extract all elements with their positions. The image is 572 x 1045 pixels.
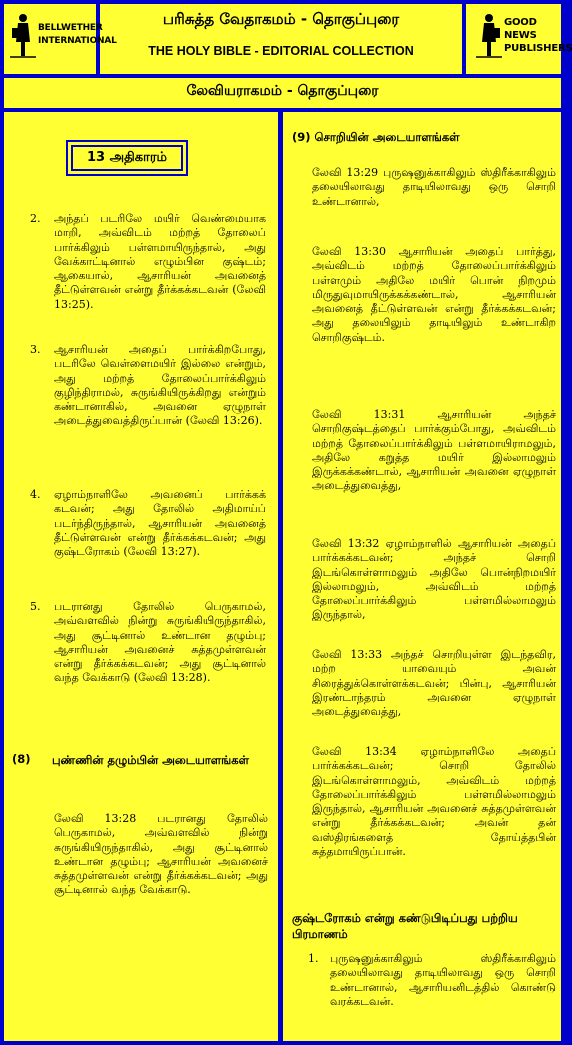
page-title-english: THE HOLY BIBLE - EDITORIAL COLLECTION — [148, 44, 414, 58]
person-with-book-icon — [10, 12, 36, 58]
item-text: ஆசாரியன் அதைப் பார்க்கிறபோது, படரிலே வெள்ளைமயிர் இல்லை என்றும், அது மற்றத் தோலைப்பார்க்கிலும் குழிந்திராமல், சுருங்கியிருக்கிறது என்றும் கண்டானாகில், அவனை ஏழுநாள் அடைத்துவைத்திருப்பான் (லேவி 13:26). — [54, 343, 266, 428]
paragraph: லேவி 13:29 புருஷனுக்காகிலும் ஸ்திரீக்காகிலும் தலையிலாவது தாடியிலாவது ஒரு சொறி உண்டானால், — [312, 166, 556, 208]
paragraph: லேவி 13:30 ஆசாரியன் அதைப் பார்த்து, அவ்விடம் மற்றத் தோலைப்பார்க்கிலும் பள்ளமும் அதிலே மயிர் பொன் நிறமும் மிருதுவுமாயிருக்கக்கண்டால், ஆசாரியன் அவனைத் தீட்டுள்ளவன் என்று தீர்க்கக்கடவன்; அது தலையிலும் தாடியிலும் உண்டாகிற சொறிகுஷ்டம். — [312, 245, 556, 344]
item-number: 3. — [30, 343, 41, 356]
section8-heading: புண்ணின் தழும்பின் அடையாளங்கள் — [52, 753, 249, 767]
page-subtitle: லேவியராகமம் - தொகுப்புரை — [186, 83, 379, 99]
good-news-logo — [476, 12, 572, 58]
item-text: புருஷனுக்காகிலும் ஸ்திரீக்காகிலும் தலையிலாவது தாடியிலாவது ஒரு சொறி உண்டானால், ஆசாரியனிடத்தில் கொண்டு வரக்கடவன். — [330, 952, 556, 1008]
section9-heading: (9) சொறியின் அடையாளங்கள் — [292, 130, 460, 144]
chapter-label: 13 அதிகாரம் — [71, 145, 183, 171]
section8-number: (8) — [12, 752, 31, 766]
section8-text: லேவி 13:28 படரானது தோலில் பெருகாமல், அவ்வளவில் நின்று சுருங்கியிருந்தாகில், அது சூட்டினால் உண்டான தழும்பு; ஆசாரியன் அவனைச் சுத்தமுள்ளவன் என்று தீர்க்கக்கடவன்; அது சூட்டினால் வந்த வேக்காடு. — [54, 812, 268, 897]
chapter-label-box — [66, 140, 188, 176]
item-number: 2. — [30, 212, 41, 225]
logo-left-line1: BELLWETHER — [38, 23, 103, 33]
item-number: 5. — [30, 600, 41, 613]
paragraph: லேவி 13:34 ஏழாம்நாளிலே அதைப் பார்க்கக்கடவன்; சொறி தோலில் இடங்கொள்ளாமலும், அவ்விடம் மற்றத் தோலைப்பார்க்கிலும் பள்ளமில்லாமலும் இருந்தால், ஆசாரியன் அவனைச் சுத்தமுள்ளவன் என்று தீர்க்கக்கடவன்; அவன் தன் வஸ்திரங்களைத் தோய்த்தபின் சுத்தமாயிருப்பான். — [312, 745, 556, 859]
logo-right-line1: GOOD NEWS — [504, 16, 537, 41]
paragraph: லேவி 13:32 ஏழாம்நாளில் ஆசாரியன் அதைப் பார்க்கக்கடவன்; அந்தச் சொறி இடங்கொள்ளாமலும் அதிலே பொன்நிறமயிர் இல்லாமலும், அவ்விடம் மற்றத் தோலைப்பார்க்கிலும் பள்ளமில்லாமலும் இருந்தால், — [312, 537, 556, 622]
item-number: 4. — [30, 488, 41, 501]
item-text: ஏழாம்நாளிலே அவனைப் பார்க்கக் கடவன்; அது தோலில் அதிமாய்ப் படர்ந்திருந்தால், ஆசாரியன் அவனைத் தீட்டுள்ளவன் என்று தீர்க்கக்கடவன்; அது குஷ்டரோகம் (லேவி 13:27). — [54, 488, 266, 559]
logo-left-line2: INTERNATIONAL — [38, 36, 117, 46]
item-number: 1. — [308, 952, 319, 965]
leprosy-heading: குஷ்டரோகம் என்று கண்டுபிடிப்பது பற்றிய பிரமாணம் — [292, 911, 518, 941]
person-with-book-icon — [476, 12, 502, 58]
logo-right-line2: PUBLISHERS — [504, 42, 572, 54]
paragraph: லேவி 13:33 அந்தச் சொறியுள்ள இடந்தவிர, மற்ற யாவையும் அவன் சிரைத்துக்கொள்ளக்கடவன்; பின்பு, ஆசாரியன் இரண்டாந்தரம் அவனை ஏழுநாள் அடைத்துவைத்து, — [312, 648, 556, 719]
page-title-tamil: பரிசுத்த வேதாகமம் - தொகுப்புரை — [162, 10, 400, 28]
item-text: படரானது தோலில் பெருகாமல், அவ்வளவில் நின்று சுருங்கியிருந்தாகில், அது சூட்டினால் உண்டான தழும்பு; ஆசாரியன் அவனைச் சுத்தமுள்ளவன் என்று தீர்க்கக்கடவன்; அது சூட்டினால் வந்த வேக்காடு (லேவி 13:28). — [54, 600, 266, 685]
item-text: அந்தப் படரிலே மயிர் வெண்மையாக மாறி, அவ்விடம் மற்றத் தோலைப் பார்க்கிலும் பள்ளமாயிருந்தால், அது வேக்காட்டினால் எழும்பின குஷ்டம்; ஆகையால், ஆசாரியன் அவனைத் தீட்டுள்ளவன் என்று தீர்க்கக்கடவன் (லேவி 13:25). — [54, 212, 266, 311]
paragraph: லேவி 13:31 ஆசாரியன் அந்தச் சொறிகுஷ்டத்தைப் பார்க்கும்போது, அவ்விடம் மற்றத் தோலைப்பார்க்கிலும் பள்ளமாயிராமலும், அதிலே கறுத்த மயிர் இல்லாமலும் இருக்கக்கண்டால், ஆசாரியன் அவனை ஏழுநாள் அடைத்துவைத்து, — [312, 408, 556, 493]
